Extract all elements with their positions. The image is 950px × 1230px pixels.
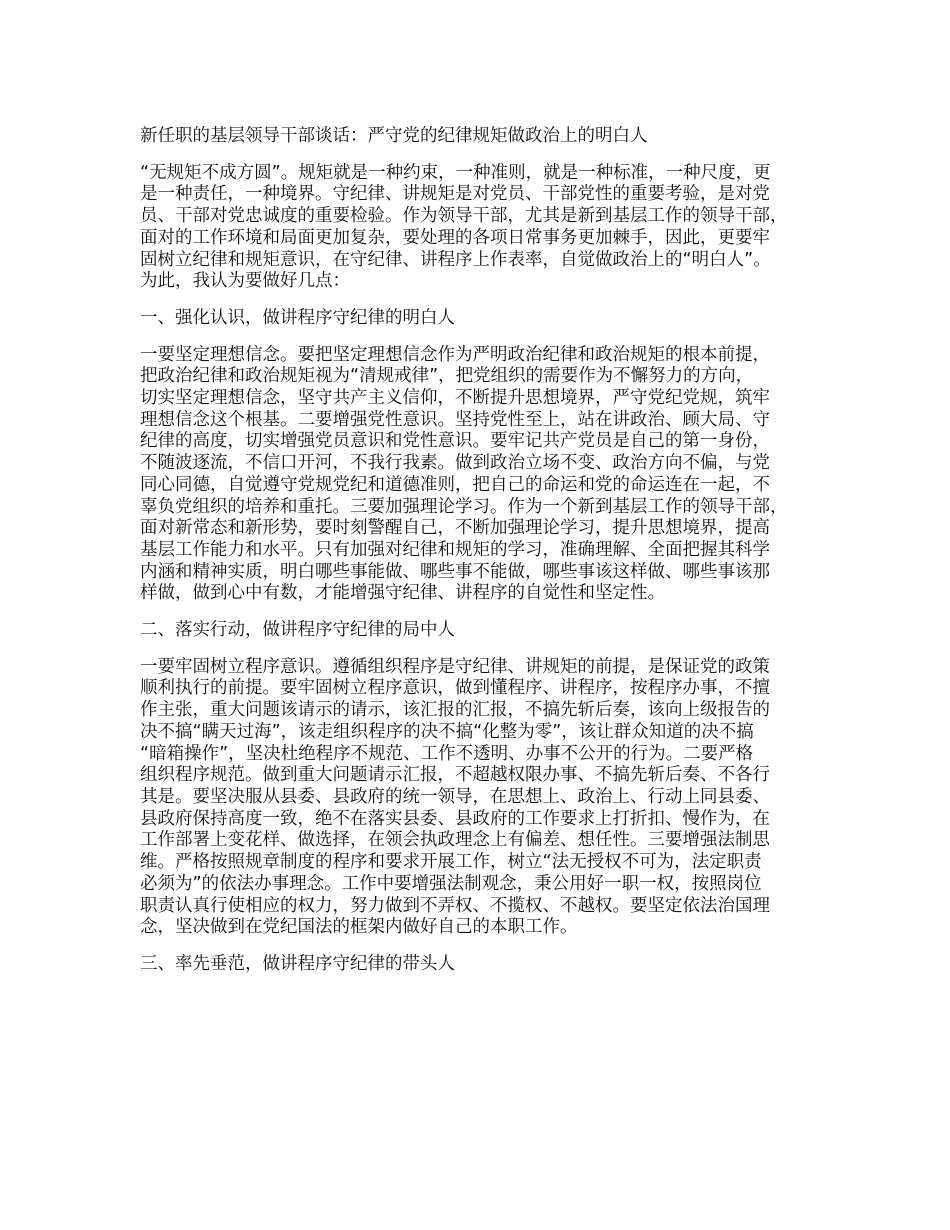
- text-line: 员、干部对党忠诚度的重要检验。作为领导干部，尤其是新到基层工作的领导干部，: [140, 206, 788, 227]
- text-line: 一要牢固树立程序意识。遵循组织程序是守纪律、讲规矩的前提，是保证党的政策: [140, 656, 770, 677]
- section-2-paragraph: [140, 657, 840, 939]
- text-line: 作主张，重大问题该请示的请示，该汇报的汇报，不搞先斩后奏，该向上级报告的: [140, 700, 770, 721]
- text-line: 维。严格按照规章制度的程序和要求开展工作，树立“法无授权不可为，法定职责: [140, 852, 762, 873]
- text-line: 辜负党组织的培养和重托。三要加强理论学习。作为一个新到基层工作的领导干部，: [140, 496, 788, 517]
- text-line: 面对新常态和新形势，要时刻警醒自己，不断加强理论学习，提升思想境界，提高: [140, 518, 770, 539]
- text-line: 一要坚定理想信念。要把坚定理想信念作为严明政治纪律和政治规矩的根本前提，: [140, 344, 770, 365]
- text-line: 固树立纪律和规矩意识，在守纪律、讲程序上作表率，自觉做政治上的“明白人”。: [140, 249, 771, 270]
- text-line: 理想信念这个根基。二要增强党性意识。坚持党性至上，站在讲政治、顾大局、守: [140, 409, 770, 430]
- text-line: 同心同德，自觉遵守党规党纪和道德准则，把自己的命运和党的命运连在一起，不: [140, 474, 770, 495]
- text-line: 面对的工作环境和局面更加复杂，要处理的各项日常事务更加棘手，因此，更要牢: [140, 227, 770, 248]
- text-line: 是一种责任，一种境界。守纪律、讲规矩是对党员、干部党性的重要考验，是对党: [140, 184, 770, 205]
- text-line: 顺利执行的前提。要牢固树立程序意识，做到懂程序、讲程序，按程序办事，不擅: [140, 678, 770, 699]
- text-line: 不随波逐流，不信口开河，不我行我素。做到政治立场不变、政治方向不偏，与党: [140, 453, 770, 474]
- text-line: 职责认真行使相应的权力，努力做到不弄权、不揽权、不越权。要坚定依法治国理: [140, 895, 770, 916]
- text-line: 其是。要坚决服从县委、县政府的统一领导，在思想上、政治上、行动上同县委、: [140, 786, 770, 807]
- text-line: 样做，做到心中有数，才能增强守纪律、讲程序的自觉性和坚定性。: [140, 583, 665, 604]
- section-heading-1: 一、强化认识，做讲程序守纪律的明白人: [140, 307, 455, 328]
- text-line: 必须为”的依法办事理念。工作中要增强法制观念，秉公用好一职一权，按照岗位: [140, 873, 762, 894]
- text-line: 组织程序规范。做到重大问题请示汇报，不超越权限办事、不搞先斩后奏、不各行: [140, 765, 770, 786]
- text-line: “暗箱操作”，坚决杜绝程序不规范、工作不透明、办事不公开的行为。二要严格: [140, 743, 754, 764]
- text-line: 把政治纪律和政治规矩视为“清规戒律”，把党组织的需要作为不懈努力的方向，: [140, 366, 754, 387]
- text-line: 内涵和精神实质，明白哪些事能做、哪些事不能做，哪些事该这样做、哪些事该那: [140, 561, 770, 582]
- text-line: 切实坚定理想信念，坚守共产主义信仰，不断提升思想境界，严守党纪党规，筑牢: [140, 388, 770, 409]
- text-line: 念，坚决做到在党纪国法的框架内做好自己的本职工作。: [140, 917, 578, 938]
- text-line: 纪律的高度，切实增强党员意识和党性意识。要牢记共产党员是自己的第一身份，: [140, 431, 770, 452]
- section-1-paragraph: [140, 345, 840, 605]
- text-line: 基层工作能力和水平。只有加强对纪律和规矩的学习，准确理解、全面把握其科学: [140, 539, 770, 560]
- text-line: 县政府保持高度一致，绝不在落实县委、县政府的工作要求上打折扣、慢作为，在: [140, 808, 770, 829]
- text-line: 为此，我认为要做好几点：: [140, 271, 350, 292]
- section-heading-3: 三、率先垂范，做讲程序守纪律的带头人: [140, 953, 455, 974]
- text-line: 决不搞“瞒天过海”，该走组织程序的决不搞“化整为零”，该让群众知道的决不搞: [140, 721, 754, 742]
- text-line: 工作部署上变花样、做选择，在领会执政理念上有偏差、想任性。三要增强法制思: [140, 830, 770, 851]
- document-title: 新任职的基层领导干部谈话：严守党的纪律规矩做政治上的明白人: [140, 126, 648, 146]
- text-line: “无规矩不成方圆”。规矩就是一种约束，一种准则，就是一种标准，一种尺度，更: [140, 162, 771, 183]
- intro-paragraph: [140, 163, 840, 293]
- document-page: [140, 126, 840, 991]
- section-heading-2: 二、落实行动，做讲程序守纪律的局中人: [140, 620, 455, 641]
